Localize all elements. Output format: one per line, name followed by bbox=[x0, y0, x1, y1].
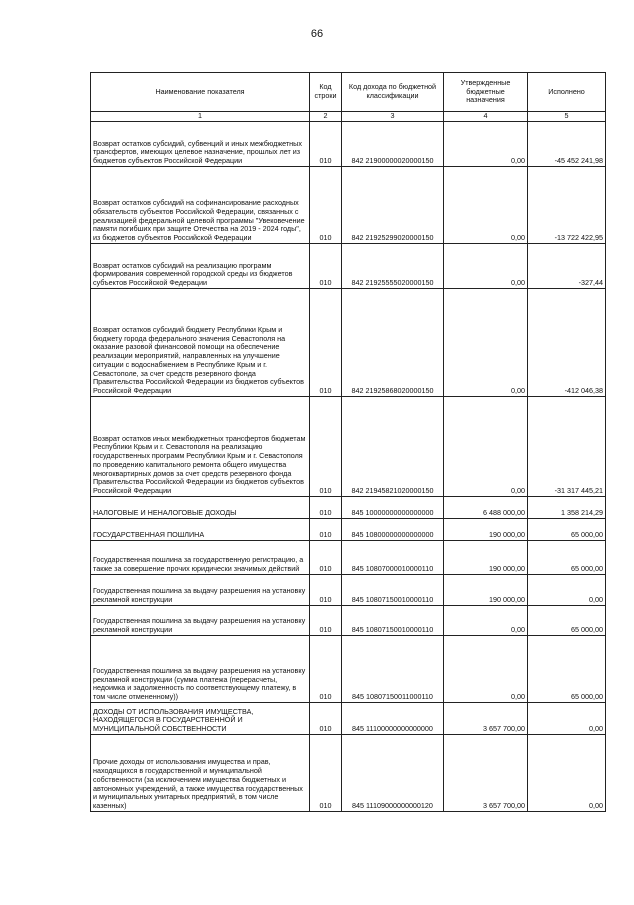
table-row bbox=[91, 244, 606, 289]
row-approved: 190 000,00 bbox=[444, 541, 528, 575]
row-approved: 3 657 700,00 bbox=[444, 703, 528, 735]
row-name: Государственная пошлина за выдачу разрешения на установку рекламной конструкции bbox=[91, 575, 310, 606]
row-executed: 65 000,00 bbox=[528, 541, 606, 575]
row-name: Возврат остатков субсидий на софинансирование расходных обязательств субъектов Российской Федерации, связанных с реализацией федеральной целевой программы "Увековечение памяти погибших при защите Отечества на 2019 - 2024 годы", из бюджетов субъектов Российской Федерации bbox=[91, 167, 310, 244]
header-executed: Исполнено bbox=[528, 73, 606, 112]
row-name: Возврат остатков субсидий, субвенций и иных межбюджетных трансфертов, имеющих целевое назначение, прошлых лет из бюджетов субъектов Российской Федерации bbox=[91, 122, 310, 167]
table-row bbox=[91, 636, 606, 703]
row-approved: 0,00 bbox=[444, 244, 528, 289]
header-line-code: Код строки bbox=[310, 73, 342, 112]
row-approved: 0,00 bbox=[444, 122, 528, 167]
row-code: 010 bbox=[310, 167, 342, 244]
row-approved: 0,00 bbox=[444, 606, 528, 636]
row-approved: 0,00 bbox=[444, 636, 528, 703]
column-index: 4 bbox=[444, 112, 528, 122]
column-index: 3 bbox=[342, 112, 444, 122]
row-code: 010 bbox=[310, 289, 342, 397]
row-kbk: 845 10000000000000000 bbox=[342, 497, 444, 519]
row-name: ДОХОДЫ ОТ ИСПОЛЬЗОВАНИЯ ИМУЩЕСТВА, НАХОДЯЩЕГОСЯ В ГОСУДАРСТВЕННОЙ И МУНИЦИПАЛЬНОЙ СОБСТВЕННОСТИ bbox=[91, 703, 310, 735]
row-name: НАЛОГОВЫЕ И НЕНАЛОГОВЫЕ ДОХОДЫ bbox=[91, 497, 310, 519]
row-kbk: 845 10807150011000110 bbox=[342, 636, 444, 703]
row-kbk: 845 10807000010000110 bbox=[342, 541, 444, 575]
row-code: 010 bbox=[310, 397, 342, 497]
row-executed: -31 317 445,21 bbox=[528, 397, 606, 497]
row-code: 010 bbox=[310, 606, 342, 636]
column-index: 2 bbox=[310, 112, 342, 122]
row-approved: 0,00 bbox=[444, 397, 528, 497]
row-approved: 190 000,00 bbox=[444, 575, 528, 606]
row-executed: -412 046,38 bbox=[528, 289, 606, 397]
row-executed: 1 358 214,29 bbox=[528, 497, 606, 519]
row-executed: -45 452 241,98 bbox=[528, 122, 606, 167]
row-approved: 3 657 700,00 bbox=[444, 735, 528, 812]
row-code: 010 bbox=[310, 541, 342, 575]
row-executed: 65 000,00 bbox=[528, 636, 606, 703]
row-code: 010 bbox=[310, 735, 342, 812]
table-row bbox=[91, 575, 606, 606]
column-index: 1 bbox=[91, 112, 310, 122]
page-number: 66 bbox=[310, 28, 324, 40]
row-executed: 65 000,00 bbox=[528, 606, 606, 636]
row-executed: 0,00 bbox=[528, 735, 606, 812]
row-name: Прочие доходы от использования имущества и прав, находящихся в государственной и муниципальной собственности (за исключением имущества бюджетных и автономных учреждений, а также имущества государственных и муниципальных унитарных предприятий, в том числе казенных) bbox=[91, 735, 310, 812]
row-kbk: 842 21945821020000150 bbox=[342, 397, 444, 497]
table-row bbox=[91, 606, 606, 636]
row-name: Возврат остатков иных межбюджетных трансфертов бюджетам Республики Крым и г. Севастополя на реализацию государственных программ Республики Крым и г. Севастополя по проведению капитального ремонта общего имущества многоквартирных домов за счет средств резервного фонда Правительства Российской Федерации из бюджетов субъектов Российской Федерации bbox=[91, 397, 310, 497]
row-kbk: 842 21900000020000150 bbox=[342, 122, 444, 167]
header-budget-classification-code: Код дохода по бюджетной классификации bbox=[342, 73, 444, 112]
row-code: 010 bbox=[310, 575, 342, 606]
table-row bbox=[91, 397, 606, 497]
row-kbk: 842 21925868020000150 bbox=[342, 289, 444, 397]
table-row bbox=[91, 703, 606, 735]
row-executed: -327,44 bbox=[528, 244, 606, 289]
header-approved-appropriations: Утвержденные бюджетные назначения bbox=[444, 73, 528, 112]
row-kbk: 845 11100000000000000 bbox=[342, 703, 444, 735]
table-row bbox=[91, 122, 606, 167]
row-approved: 0,00 bbox=[444, 167, 528, 244]
table-row bbox=[91, 497, 606, 519]
row-code: 010 bbox=[310, 122, 342, 167]
row-code: 010 bbox=[310, 703, 342, 735]
row-name: Государственная пошлина за выдачу разрешения на установку рекламной конструкции bbox=[91, 606, 310, 636]
row-code: 010 bbox=[310, 497, 342, 519]
income-report-table bbox=[90, 72, 606, 812]
table-row bbox=[91, 167, 606, 244]
row-kbk: 845 10800000000000000 bbox=[342, 519, 444, 541]
row-executed: 0,00 bbox=[528, 703, 606, 735]
row-kbk: 845 10807150010000110 bbox=[342, 606, 444, 636]
table-row bbox=[91, 735, 606, 812]
column-index-row bbox=[91, 112, 606, 122]
row-executed: 65 000,00 bbox=[528, 519, 606, 541]
row-kbk: 842 21925299020000150 bbox=[342, 167, 444, 244]
row-name: Государственная пошлина за государственную регистрацию, а также за совершение прочих юридически значимых действий bbox=[91, 541, 310, 575]
header-indicator-name: Наименование показателя bbox=[91, 73, 310, 112]
row-code: 010 bbox=[310, 636, 342, 703]
row-name: Государственная пошлина за выдачу разрешения на установку рекламной конструкции (сумма платежа (перерасчеты, недоимка и задолженность по соответствующему платежу, в том числе отмененному)) bbox=[91, 636, 310, 703]
row-approved: 0,00 bbox=[444, 289, 528, 397]
table-row bbox=[91, 289, 606, 397]
row-kbk: 845 10807150010000110 bbox=[342, 575, 444, 606]
table-row bbox=[91, 541, 606, 575]
row-name: Возврат остатков субсидий на реализацию программ формирования современной городской среды из бюджетов субъектов Российской Федерации bbox=[91, 244, 310, 289]
table-row bbox=[91, 519, 606, 541]
row-kbk: 845 11109000000000120 bbox=[342, 735, 444, 812]
row-approved: 6 488 000,00 bbox=[444, 497, 528, 519]
row-code: 010 bbox=[310, 244, 342, 289]
row-executed: -13 722 422,95 bbox=[528, 167, 606, 244]
column-index: 5 bbox=[528, 112, 606, 122]
row-name: ГОСУДАРСТВЕННАЯ ПОШЛИНА bbox=[91, 519, 310, 541]
row-code: 010 bbox=[310, 519, 342, 541]
row-approved: 190 000,00 bbox=[444, 519, 528, 541]
row-name: Возврат остатков субсидий бюджету Республики Крым и бюджету города федерального значения Севастополя на оказание разовой финансовой помощи на обеспечение реализации мероприятий, направленных на улучшение ситуации с водоснабжением в Республике Крым и г. Севастополе, за счет средств резервного фонда Правительства Российской Федерации из бюджетов субъектов Российской Федерации bbox=[91, 289, 310, 397]
table-header-row bbox=[91, 73, 606, 112]
row-executed: 0,00 bbox=[528, 575, 606, 606]
row-kbk: 842 21925555020000150 bbox=[342, 244, 444, 289]
